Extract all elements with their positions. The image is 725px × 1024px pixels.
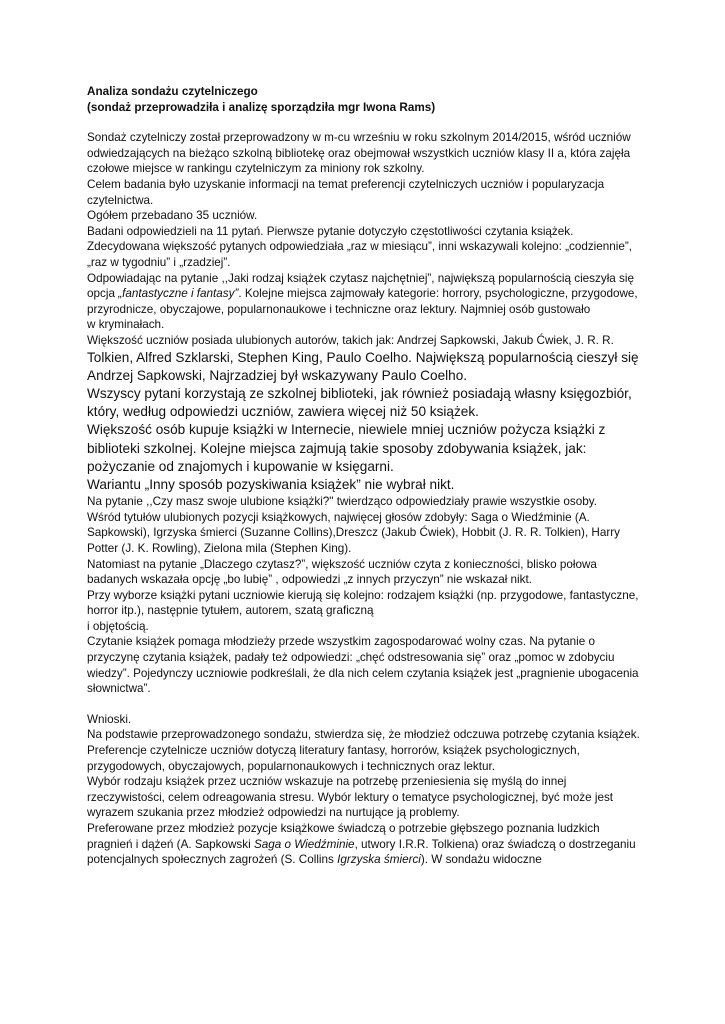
paragraph-why-read: Natomiast na pytanie „Dlaczego czytasz?”, większość uczniów czyta z konieczności, blisko połowa badanych wskazała opcję „bo lubię” , odpowiedzi „z innych przyczyn” nie wskazał nikt.	[87, 557, 597, 587]
document-page	[87, 84, 647, 868]
conclusion-4	[87, 821, 647, 868]
paragraph-authors-b: Tolkien, Alfred Szklarski, Stephen King, Paulo Coelho. Największą popularnością cieszył się Andrzej Sapkowski, Najrzadziej był wskazywany Paulo Coelho.	[87, 349, 639, 383]
document-subtitle: (sondaż przeprowadziła i analizę sporządziła mgr Iwona Rams)	[87, 100, 436, 114]
paragraph-goal: Celem badania było uzyskanie informacji na temat preferencji czytelniczych uczniów i popularyzacja czytelnictwa.	[87, 177, 605, 207]
paragraph-authors-a: Większość uczniów posiada ulubionych autorów, takich jak: Andrzej Sapkowski, Jakub Ćwiek, J. R. R.	[87, 333, 614, 347]
document-title: Analiza sondażu czytelniczego	[87, 85, 258, 98]
paragraph-genres	[87, 271, 647, 318]
paragraph-buying: Większość osób kupuje książki w Internecie, niewiele mniej uczniów pożycza książki z biblioteki szkolnej. Kolejne miejsca zajmują takie sposoby zdobywania książek, jak: pożyczanie od znajomych i kupowanie w księgarni.	[87, 422, 606, 474]
paragraph-titles: Wśród tytułów ulubionych pozycji książkowych, najwięcej głosów zdobyły: Saga o Wiedźminie (A. Sapkowski), Igrzyska śmierci (Suzanne Collins),Dreszcz (Jakub Ćwiek), Hobbit (J. R. R. Tolkien), Harry Potter (J. K. Rowling), Zielona mila (Stephen King).	[87, 510, 621, 555]
paragraph-intro: Sondaż czytelniczy został przeprowadzony w m-cu wrześniu w roku szkolnym 2014/2015, wśród uczniów odwiedzających na bieżąco szkolną bibliotekę oraz obejmował wszystkich uczniów klasy II a, która zajęła czołowe miejsce w rankingu czytelniczym za miniony rok szkolny.	[87, 131, 631, 176]
conclusion-3: Wybór rodzaju książek przez uczniów wskazuje na potrzebę przeniesienia się myślą do innej rzeczywistości, celem odreagowania stresu. Wybór lektury o tematyce psychologicznej, być może jest wyrazem szukania przez młodzież odpowiedzi na nurtujące ją problemy.	[87, 775, 614, 820]
paragraph-other-way: Wariantu „Inny sposób pozyskiwania książek” nie wybrał nikt.	[87, 476, 455, 492]
paragraph-free-time: Czytanie książek pomaga młodzieży przede wszystkim zagospodarować wolny czas. Na pytanie o przyczynę czytania książek, padały też odpowiedzi: „chęć odstresowania się” oraz „pomoc w zdobyciu wiedzy”. Pojedynczy uczniowie podkreślali, że dla nich celem czytania książek jest „pragnienie ubogacenia słownictwa”.	[87, 635, 639, 696]
italic-span: Igrzyska śmierci	[337, 853, 421, 867]
italic-span: „fantastyczne i fantasy”	[118, 287, 239, 301]
paragraph-questions: Badani odpowiedzieli na 11 pytań. Pierwsze pytanie dotyczyło częstotliwości czytania książek.	[87, 224, 574, 238]
conclusions-heading: Wnioski.	[87, 712, 132, 726]
spacer	[87, 697, 647, 712]
text-span: . Kolejne miejsca zajmowały kategorie: horrory, psychologiczne, przygodowe, przyrodnicze, obyczajowe, popularnonaukowe i techniczne oraz lektury. Najmniej osób gustowało	[87, 287, 638, 316]
text-span: Preferowane przez młodzież pozycje książkowe świadczą o potrzebie głębszego poznania ludzkich pragnień i dążeń (A. Sapkowski	[87, 822, 600, 851]
text-span: , utwory I.R.R. Tolkiena) oraz świadczą o dostrzeganiu potencjalnych społecznych zagrożeń (S. Collins	[87, 837, 636, 867]
italic-span: Saga o Wiedźminie	[253, 837, 355, 851]
conclusion-1: Na podstawie przeprowadzonego sondażu, stwierdza się, że młodzież odczuwa potrzebę czytania książek.	[87, 728, 640, 742]
spacer	[87, 115, 647, 130]
conclusion-2: Preferencje czytelnicze uczniów dotyczą literatury fantasy, horrorów, książek psychologicznych, przygodowych, obyczajowych, popularnonaukowych i technicznych oraz lektur.	[87, 744, 580, 773]
paragraph-count: Ogółem przebadano 35 uczniów.	[87, 209, 258, 223]
paragraph-choice-end: i objętością.	[87, 619, 149, 633]
paragraph-library: Wszyscy pytani korzystają ze szkolnej biblioteki, jak również posiadają własny księgozbiór, który, według odpowiedzi uczniów, zawiera więcej niż 50 książek.	[87, 385, 632, 420]
paragraph-favorite-books: Na pytanie ,,Czy masz swoje ulubione książki?" twierdząco odpowiedziały prawie wszystkie osoby.	[87, 495, 597, 509]
paragraph-frequency: Zdecydowana większość pytanych odpowiedziała „raz w miesiącu”, inni wskazywali kolejno: „codziennie”, „raz w tygodniu” i „rzadziej”.	[87, 240, 633, 269]
text-span: Odpowiadając na pytanie ,,Jaki rodzaj książek czytasz najchętniej”, największą popularnością cieszyła się opcja	[87, 271, 634, 301]
paragraph-choice: Przy wyborze książki pytani uczniowie kierują się kolejno: rodzajem książki (np. przygodowe, fantastyczne, horror itp.), następnie tytułem, autorem, szatą graficzną	[87, 588, 639, 618]
text-span: ). W sondażu widoczne	[420, 853, 542, 867]
paragraph-genres-end: w kryminałach.	[87, 318, 165, 332]
